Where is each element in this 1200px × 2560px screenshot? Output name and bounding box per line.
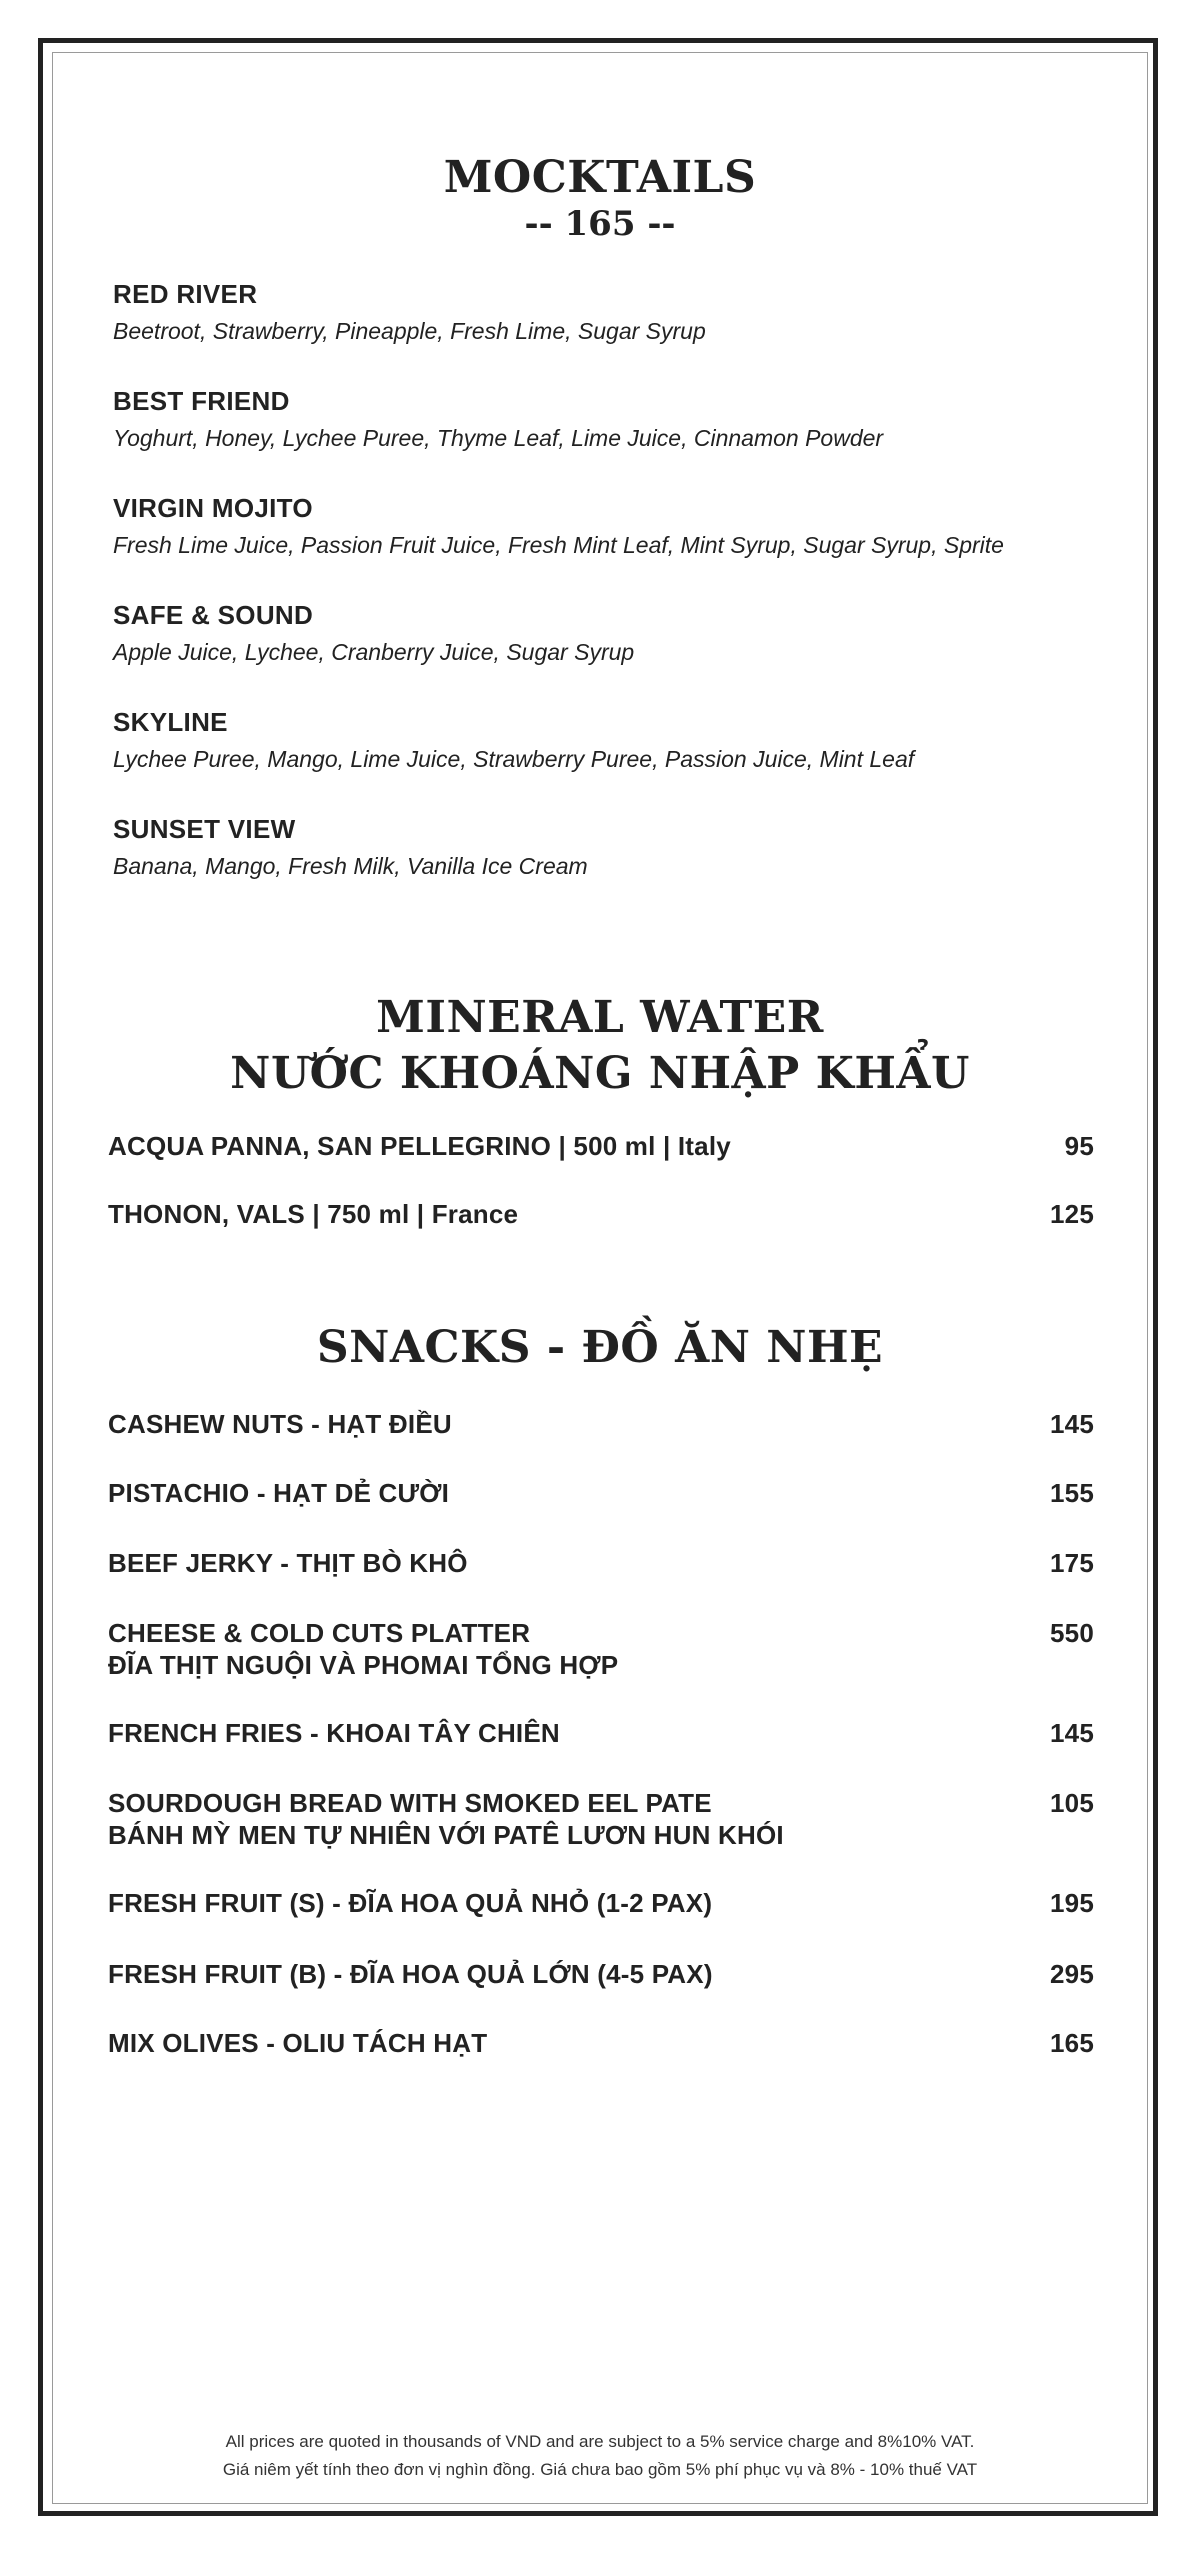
water-item-name: THONON, VALS | 750 ml | France	[108, 1199, 519, 1229]
mocktail-item	[113, 599, 1113, 667]
snack-item-name: CASHEW NUTS - HẠT ĐIỀU	[108, 1409, 452, 1439]
mocktail-name: SKYLINE	[113, 707, 228, 737]
snack-item-price: 165	[1050, 2028, 1094, 2058]
mocktail-name: VIRGIN MOJITO	[113, 493, 313, 523]
price-note-en: All prices are quoted in thousands of VND and are subject to a 5% service charge and 8%10% VAT.	[225, 2432, 975, 2451]
snack-item-name-vn: ĐĨA THỊT NGUỘI VÀ PHOMAI TỔNG HỢP	[108, 1650, 619, 1680]
mocktail-ingredients: Yoghurt, Honey, Lychee Puree, Thyme Leaf, Lime Juice, Cinnamon Powder	[113, 425, 884, 451]
snack-item-name: FRENCH FRIES - KHOAI TÂY CHIÊN	[108, 1718, 560, 1748]
snack-item-name: MIX OLIVES - OLIU TÁCH HẠT	[108, 2028, 488, 2058]
mocktail-ingredients: Beetroot, Strawberry, Pineapple, Fresh Lime, Sugar Syrup	[113, 318, 706, 344]
mineral-water-title-vn: NƯỚC KHOÁNG NHẬP KHẨU	[230, 1048, 970, 1099]
snack-item-name	[108, 1617, 618, 1681]
snack-item-name-en: SOURDOUGH BREAD WITH SMOKED EEL PATE	[108, 1788, 712, 1818]
mocktail-ingredients: Lychee Puree, Mango, Lime Juice, Strawberry Puree, Passion Juice, Mint Leaf	[113, 746, 915, 772]
mocktail-name: RED RIVER	[113, 279, 258, 309]
snack-item-name: BEEF JERKY - THỊT BÒ KHÔ	[108, 1548, 468, 1578]
mocktail-item	[113, 706, 1113, 774]
snack-item-name: PISTACHIO - HẠT DẺ CƯỜI	[108, 1478, 450, 1508]
price-note-vn: Giá niêm yết tính theo đơn vị nghìn đồng. Giá chưa bao gồm 5% phí phục vụ và 8% - 10% thuế VAT	[222, 2460, 978, 2479]
mineral-water-title-en: MINERAL WATER	[376, 992, 824, 1043]
water-item-price: 95	[1064, 1131, 1094, 1161]
snack-item-name-en: CHEESE & COLD CUTS PLATTER	[108, 1618, 531, 1648]
snack-item-name-vn: BÁNH MỲ MEN TỰ NHIÊN VỚI PATÊ LƯƠN HUN KHÓI	[108, 1820, 784, 1850]
snack-item-name: FRESH FRUIT (B) - ĐĨA HOA QUẢ LỚN (4-5 PAX)	[108, 1959, 713, 1989]
mocktails-price: -- 165 --	[524, 204, 676, 244]
snack-item-name	[108, 1787, 784, 1851]
mocktail-ingredients: Banana, Mango, Fresh Milk, Vanilla Ice Cream	[113, 853, 588, 879]
snack-item-price: 195	[1050, 1888, 1094, 1918]
mocktail-name: SUNSET VIEW	[113, 814, 296, 844]
snack-item-price: 175	[1050, 1548, 1094, 1578]
mocktail-ingredients: Fresh Lime Juice, Passion Fruit Juice, Fresh Mint Leaf, Mint Syrup, Sugar Syrup, Sprite	[113, 532, 1004, 558]
snack-item-price: 295	[1050, 1959, 1094, 1989]
water-item-name: ACQUA PANNA, SAN PELLEGRINO | 500 ml | Italy	[108, 1131, 731, 1161]
snacks-title: SNACKS - ĐỒ ĂN NHẸ	[316, 1322, 884, 1373]
snack-item-price: 145	[1050, 1718, 1094, 1748]
mocktail-name: BEST FRIEND	[113, 386, 290, 416]
snack-item-name: FRESH FRUIT (S) - ĐĨA HOA QUẢ NHỎ (1-2 PAX)	[108, 1888, 713, 1918]
mocktail-item	[113, 813, 1113, 881]
snack-item-price: 105	[1050, 1788, 1094, 1818]
mineral-water-title	[0, 990, 1200, 1102]
mocktail-item	[113, 385, 1113, 453]
water-item-price: 125	[1050, 1199, 1094, 1229]
mocktail-item	[113, 492, 1113, 560]
snack-item-price: 155	[1050, 1478, 1094, 1508]
price-note	[0, 2428, 1200, 2484]
mocktail-item	[113, 278, 1113, 346]
snack-item-price: 145	[1050, 1409, 1094, 1439]
mocktails-title: MOCKTAILS	[443, 152, 757, 203]
snack-item-price: 550	[1050, 1618, 1094, 1648]
mocktail-ingredients: Apple Juice, Lychee, Cranberry Juice, Sugar Syrup	[113, 639, 635, 665]
mocktail-name: SAFE & SOUND	[113, 600, 314, 630]
